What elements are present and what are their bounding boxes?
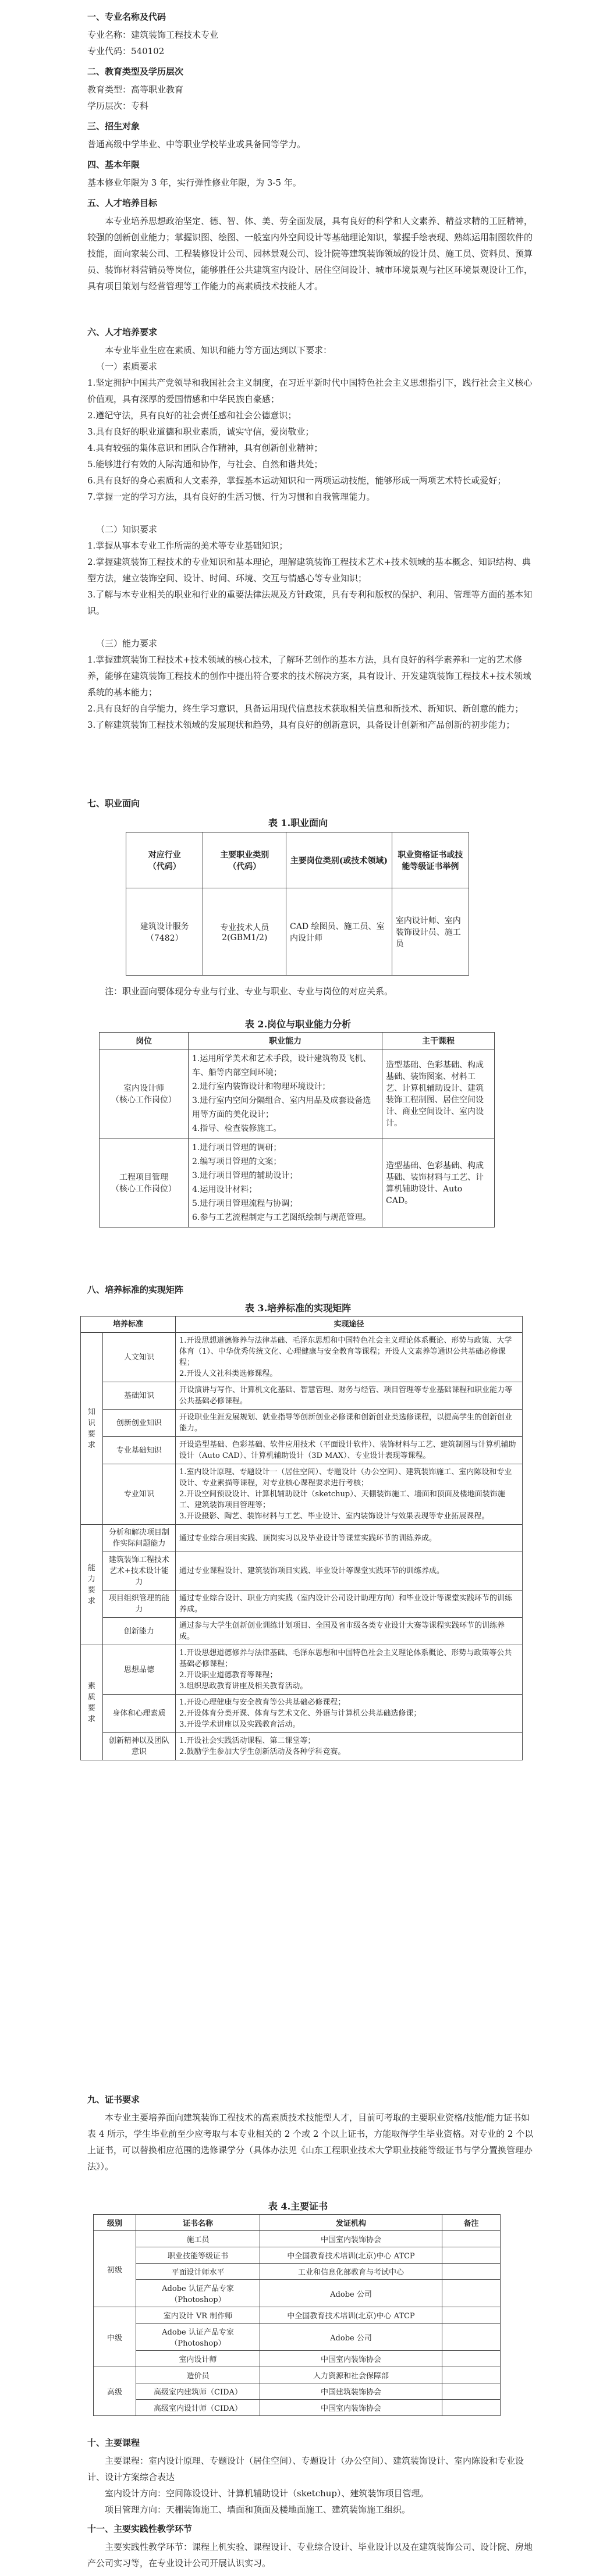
table-cell: 1.开设心理健康与安全教育等公共基础必修课程； 2.开设体育分类开课、体育与艺术文化、外语与计算机公共基础选修课； 3.开设学术讲座以及实践教育活动。 — [176, 1695, 523, 1733]
table-header: 对应行业 （代码） — [126, 832, 203, 888]
table-row — [94, 2264, 501, 2280]
table-header: 职业能力 — [189, 1033, 382, 1049]
table-cell — [442, 2383, 501, 2400]
table-cell: 1.开设思想道德修养与法律基础、毛泽东思想和中国特色社会主义理论体系概论、形势与政策、大学体育（1）、中华优秀传统文化、心理健康与安全教育等课程；开设人文素养等通识公共基础必修课程； 2.开设人文社科类选修课程。 — [176, 1333, 523, 1382]
table-header: 职业资格证书或技能等级证书举例 — [392, 832, 469, 888]
table-cell: 人文知识 — [102, 1333, 175, 1382]
paragraph: 教育类型：高等职业教育 — [87, 84, 184, 95]
paragraph: 专业名称：建筑装饰工程技术专业 — [87, 30, 219, 40]
table-cell: 1.开设社会实践活动课程、第二课堂等； 2.鼓励学生参加大学生创新活动及各种学科竞赛。 — [176, 1733, 523, 1760]
section-title: 八、培养标准的实现矩阵 — [87, 1285, 184, 1295]
table-row — [81, 1733, 523, 1760]
section-title: 十一、主要实践性教学环节 — [87, 2524, 193, 2534]
list-item: 1.坚定拥护中国共产党领导和我国社会主义制度，在习近平新时代中国特色社会主义思想指引下，践行社会主义核心价值观，具有深厚的爱国情感和中华民族自豪感； — [87, 378, 533, 404]
table-cell: 高级室内设计师（CIDA） — [136, 2400, 260, 2416]
list-item: 4.运用设计材料； — [192, 1185, 257, 1194]
list-item: 1.掌握建筑装饰工程技术+技术领域的核心技术，了解环艺创作的基本方法，具有良好的科学素养和一定的艺术修养，能够在建筑装饰工程技术的创作中提出符合要求的技术解决方案，具有设计、开发建筑装饰工程技术+技术领域系统的基本能力； — [87, 654, 531, 698]
level-cell: 中级 — [94, 2307, 136, 2367]
table-header: 证书名称 — [136, 2215, 260, 2231]
table-cell: Adobe 公司 — [260, 2324, 442, 2351]
table-cell: 中国建筑装饰协会 — [260, 2383, 442, 2400]
ability-list — [87, 652, 535, 733]
table-cell — [442, 2324, 501, 2351]
list-item: 3.了解与本专业相关的职业和行业的重要法律法规及方针政策，具有专利和版权的保护、利用、管理等方面的基本知识。 — [87, 589, 533, 616]
table-cell: 通过参与大学生创新创业训练计划项目、全国及省市级各类专业设计大赛等课程实践环节的训练养成。 — [176, 1618, 523, 1645]
table-cell: 身体和心理素质 — [102, 1695, 175, 1733]
table-caption: 表 1.职业面向 — [268, 817, 328, 828]
paragraph: 本专业培养思想政治坚定、德、智、体、美、劳全面发展，具有良好的科学和人文素养、精益求精的工匠精神，较强的创新创业能力；掌握识图、绘图、一般室内外空间设计等基础理论知识，掌握手绘表现、熟练运用制图软件的技能，面向家装公司、工程装修设计公司、园林景观公司、设计院等建筑装饰领域的设计员、施工员、资料员、预算员、装饰材料营销员等岗位，能够胜任公共建筑室内设计、居住空间设计、城市环境景观与社区环境景观设计工作，具有项目策划与经营管理等工作能力的高素质技术技能人才。 — [87, 216, 533, 291]
list-item: 3.了解建筑装饰工程技术领域的发展现状和趋势，具有良好的创新意识，具备设计创新和产品创新的初步能力； — [87, 720, 515, 730]
table-cell: 专业基础知识 — [102, 1437, 175, 1464]
list-item: 6.具有良好的身心素质和人文素养，掌握基本运动知识和一两项运动技能，能够形成一两项艺术特长或爱好； — [87, 475, 506, 486]
table-row — [100, 1049, 495, 1138]
table-cell: 通过专业综合项目实践、顶岗实习以及毕业设计等课堂实践环节的训练养成。 — [176, 1525, 523, 1552]
section-title: 三、招生对象 — [87, 121, 140, 131]
list-item: 1.运用所学美术和艺术手段，设计建筑物及飞机、车、船等内部空间环境； — [192, 1054, 371, 1077]
table-cell: 造价员 — [136, 2367, 260, 2383]
table-row — [81, 1645, 523, 1695]
table-cell — [189, 1138, 382, 1227]
list-item: 1.进行项目管理的调研； — [192, 1143, 282, 1152]
table-row — [81, 1695, 523, 1733]
subsection-title: （二）知识要求 — [96, 524, 158, 535]
paragraph: 普通高级中学毕业、中等职业学校毕业或具备同等学力。 — [87, 139, 306, 150]
paragraph: 主要实践性教学环节：课程上机实验、课程设计、专业综合设计、毕业设计以及在建筑装饰公司、设计院、房地产公司实习等，在专业设计公司开展认识实习。 — [87, 2542, 533, 2568]
table-row — [81, 1382, 523, 1410]
table-row — [126, 888, 469, 976]
table-cell: 中国室内装饰协会 — [260, 2400, 442, 2416]
table-header: 主要职业类别 （代码） — [203, 832, 286, 888]
list-item: 3.具有良好的职业道德和职业素质，诚实守信，爱岗敬业； — [87, 426, 314, 437]
list-item: 3.进行室内空间分隔组合、室内用品及成套设备选用等方面的美化设计； — [192, 1096, 371, 1119]
level-cell: 高级 — [94, 2367, 136, 2416]
list-item: 7.掌握一定的学习方法，具有良好的生活习惯、行为习惯和自我管理能力。 — [87, 492, 375, 502]
table-cell: 职业技能等级证书 — [136, 2247, 260, 2264]
table-cell — [189, 1049, 382, 1138]
table-header: 实现途径 — [176, 1317, 523, 1333]
table-cell: 创新创业知识 — [102, 1410, 175, 1437]
table-row — [81, 1552, 523, 1591]
table-cell: 建筑装饰工程技术艺术+技术设计能力 — [102, 1552, 175, 1591]
table-caption: 表 3.培养标准的实现矩阵 — [244, 1303, 352, 1314]
table-cell: 1.开设思想道德修养与法律基础、毛泽东思想和中国特色社会主义理论体系概论、形势与政策等公共基础必修课程； 2.开设职业道德教育等课程； 3.组织思政教育讲座及相关教育活动。 — [176, 1645, 523, 1695]
paragraph: 专业代码：540102 — [87, 46, 165, 56]
table-row — [94, 2400, 501, 2416]
table-cell: 室内设计师 — [136, 2351, 260, 2367]
table-cell: 开设造型基础、色彩基础、软件应用技术（平面设计软件）、装饰材料与工艺、建筑制图与计算机辅助设计（Auto CAD）、计算机辅助设计（3D MAX）、专业设计表现等课程。 — [176, 1437, 523, 1464]
table-cell: Adobe 认证产品专家 （Photoshop） — [136, 2324, 260, 2351]
table-row — [81, 1333, 523, 1382]
table-cell: 专业技术人员2(GBM1/2) — [203, 888, 286, 976]
table-header: 发证机构 — [260, 2215, 442, 2231]
paragraph: 项目管理方向：天棚装饰施工、墙面和顶面及楼地面施工、建筑装饰施工组织。 — [105, 2504, 411, 2515]
table-row — [94, 2247, 501, 2264]
table-cell: 高级室内建筑师（CIDA） — [136, 2383, 260, 2400]
table-header: 培养标准 — [81, 1317, 176, 1333]
table-row — [81, 1618, 523, 1645]
table-cell: 中全国教育技术培训(北京)中心 ATCP — [260, 2247, 442, 2264]
list-item: 2.遵纪守法，具有良好的社会责任感和社会公德意识； — [87, 410, 297, 421]
table-cell: 工业和信息化部教育与考试中心 — [260, 2264, 442, 2280]
list-item: 3.进行项目管理的辅助设计； — [192, 1171, 298, 1180]
table-cell: 室内设计师、室内装饰设计员、施工员 — [392, 888, 469, 976]
knowledge-list — [87, 538, 535, 619]
section-title: 一、专业名称及代码 — [87, 12, 166, 22]
table-cell — [442, 2280, 501, 2307]
table-cell: 室内设计师 （核心工作岗位） — [100, 1049, 189, 1138]
list-item: 6.参与工艺流程制定与工艺图纸绘制与规范管理。 — [192, 1213, 371, 1222]
list-item: 4.具有较强的集体意识和团队合作精神，具有创新创业精神； — [87, 443, 323, 453]
table-cell: Adobe 公司 — [260, 2280, 442, 2307]
table-row — [81, 1525, 523, 1552]
subsection-title: （三）能力要求 — [96, 638, 158, 649]
table-cell: 基础知识 — [102, 1382, 175, 1410]
paragraph: 基本修业年限为 3 年，实行弹性修业年限，为 3-5 年。 — [87, 177, 301, 188]
group-label: 素质要求 — [81, 1645, 103, 1760]
table-header: 主要岗位类别(或技术领域) — [286, 832, 392, 888]
section-title: 二、教育类型及学历层次 — [87, 66, 184, 77]
table-cell — [442, 2351, 501, 2367]
table-cell: 造型基础、色彩基础、构成基础、装饰材料与工艺、计算机辅助设计、Auto CAD。 — [382, 1138, 495, 1227]
section-title: 十、主要课程 — [87, 2438, 140, 2448]
group-label: 知识要求 — [81, 1333, 103, 1525]
table-cell — [442, 2307, 501, 2324]
table-cell: 工程项目管理 （核心工作岗位） — [100, 1138, 189, 1227]
table-caption: 表 2.岗位与职业能力分析 — [244, 1019, 352, 1030]
table-row — [100, 1138, 495, 1227]
table-cell: 中全国教育技术培训(北京)中心 ATCP — [260, 2307, 442, 2324]
table-cell: 中国室内装饰协会 — [260, 2351, 442, 2367]
level-cell: 初级 — [94, 2231, 136, 2307]
table-cell: 中国室内装饰协会 — [260, 2231, 442, 2247]
table-cell: 创新能力 — [102, 1618, 175, 1645]
table-row — [94, 2383, 501, 2400]
list-item: 4.指导、检查装修施工。 — [192, 1124, 282, 1133]
list-item: 2.进行室内装饰设计和物理环境设计； — [192, 1082, 331, 1091]
section-title: 九、证书要求 — [87, 2094, 140, 2105]
table-header: 级别 — [94, 2215, 136, 2231]
table-cell: CAD 绘图员、施工员、室内设计师 — [286, 888, 392, 976]
table-caption: 表 4.主要证书 — [268, 2201, 328, 2212]
table-row — [94, 2324, 501, 2351]
table-row — [94, 2307, 501, 2324]
table-row — [94, 2231, 501, 2247]
list-item: 2.掌握建筑装饰工程技术的专业知识和基本理论，理解建筑装饰工程技术艺术+技术领域的基本概念、知识结构、典型方法，建立装饰空间、设计、时间、环境、交互与情感心等专业知识； — [87, 557, 531, 583]
subsection-title: （一）素质要求 — [96, 361, 158, 372]
table-cell: 项目组织管理的能力 — [102, 1591, 175, 1618]
table-cell: 开设职业生涯发展规划、就业指导等创新创业必修课和创新创业类选修课程，以提高学生的创新创业能力。 — [176, 1410, 523, 1437]
list-item: 5.能够进行有效的人际沟通和协作，与社会、自然和谐共处； — [87, 459, 323, 469]
table-header: 备注 — [442, 2215, 501, 2231]
post-ability-table — [99, 1032, 495, 1227]
table-cell: 分析和解决项目制作实际问题能力 — [102, 1525, 175, 1552]
table-cell: 平面设计师水平 — [136, 2264, 260, 2280]
table-cell: 开设演讲与写作、计算机文化基础、智慧管理、财务与经管、项目管理等专业基础课程和职业能力等公共基础必修课程。 — [176, 1382, 523, 1410]
list-item: 1.掌握从事本专业工作所需的美术等专业基础知识； — [87, 540, 288, 551]
table-cell — [442, 2264, 501, 2280]
table-row — [81, 1437, 523, 1464]
table-cell: 通过专业课程设计、建筑装饰项目实践、毕业设计等课堂实践环节的训练养成。 — [176, 1552, 523, 1591]
list-item: 5.进行项目管理流程与协调； — [192, 1199, 298, 1208]
matrix-table — [80, 1316, 523, 1760]
table-cell: 创新精神以及团队意识 — [102, 1733, 175, 1760]
table-cell: 造型基础、色彩基础、构成基础、装饰图案、材料工艺、计算机辅助设计、建筑装饰工程制图、居住空间设计、商业空间设计、室内设计。 — [382, 1049, 495, 1138]
table-cell: 1.室内设计原理、专题设计一（居住空间）、专题设计（办公空间）、建筑装饰施工、室内陈设和专业设计、专业素描等课程，对专业核心课程要求进行考核； 2.开设空间预设设计、计算机辅助设计（sketchup）、天棚装饰施工、墙面和顶面及楼地面装饰施工、建筑装饰项目管理等； 3.开设摄影、陶艺、装饰材料与工艺、毕业设计、室内装饰设计与效果表现等专业拓展课程。 — [176, 1464, 523, 1525]
table-cell — [442, 2231, 501, 2247]
section-title: 四、基本年限 — [87, 159, 140, 170]
table-cell: 思想品德 — [102, 1645, 175, 1695]
paragraph: 学历层次：专科 — [87, 101, 149, 111]
occupation-table — [126, 832, 469, 976]
paragraph: 本专业主要培养面向建筑装饰工程技术的高素质技术技能型人才，目前可考取的主要职业资格/技能/能力证书如表 4 所示，学生毕业前至少应考取与本专业相关的 2 个或 2 个以上证书，方能取得学生毕业资格。对专业的 2 个以上证书，可以替换相应范围的选修课学分（具体办法见《山东工程职业技术大学职业技能等级证书与学分置换管理办法》）。 — [87, 2112, 534, 2172]
table-cell: 人力资源和社会保障部 — [260, 2367, 442, 2383]
list-item: 2.具有良好的自学能力，终生学习意识，具备运用现代信息技术获取相关信息和新技术、新知识、新创意的能力； — [87, 703, 524, 714]
table-row — [81, 1591, 523, 1618]
table-row — [94, 2280, 501, 2307]
table-cell: 施工员 — [136, 2231, 260, 2247]
table-header: 主干课程 — [382, 1033, 495, 1049]
table-row — [81, 1410, 523, 1437]
table-cell: 建筑设计服务（7482） — [126, 888, 203, 976]
table-cell: Adobe 认证产品专家 （Photoshop） — [136, 2280, 260, 2307]
table-cell: 通过专业综合设计、职业方向实践（室内设计公司设计助理方向）和毕业设计等课堂实践环节的训练养成。 — [176, 1591, 523, 1618]
table-cell — [442, 2400, 501, 2416]
note: 注：职业面向要体现分专业与行业、专业与职业、专业与岗位的对应关系。 — [105, 986, 393, 997]
table-cell — [442, 2247, 501, 2264]
paragraph: 主要课程：室内设计原理、专题设计（居住空间）、专题设计（办公空间）、建筑装饰设计、室内陈设和专业设计、设计方案综合表达 — [87, 2456, 524, 2482]
section-title: 六、人才培养要求 — [87, 327, 158, 337]
paragraph: 本专业毕业生应在素质、知识和能力等方面达到以下要求： — [105, 345, 332, 355]
certificate-table — [93, 2214, 501, 2416]
table-row — [94, 2367, 501, 2383]
table-row — [81, 1464, 523, 1525]
section-title: 七、职业面向 — [87, 798, 140, 809]
table-row — [94, 2351, 501, 2367]
table-cell: 室内设计 VR 制作师 — [136, 2307, 260, 2324]
section-title: 五、人才培养目标 — [87, 198, 158, 208]
table-cell — [442, 2367, 501, 2383]
paragraph: 室内设计方向：空间陈设设计、计算机辅助设计（sketchup）、建筑装饰项目管理。 — [105, 2488, 429, 2499]
group-label: 能力要求 — [81, 1525, 103, 1645]
quality-list — [87, 375, 535, 505]
table-header: 岗位 — [100, 1033, 189, 1049]
list-item: 2.编写项目管理的文案； — [192, 1157, 282, 1166]
table-cell: 专业知识 — [102, 1464, 175, 1525]
